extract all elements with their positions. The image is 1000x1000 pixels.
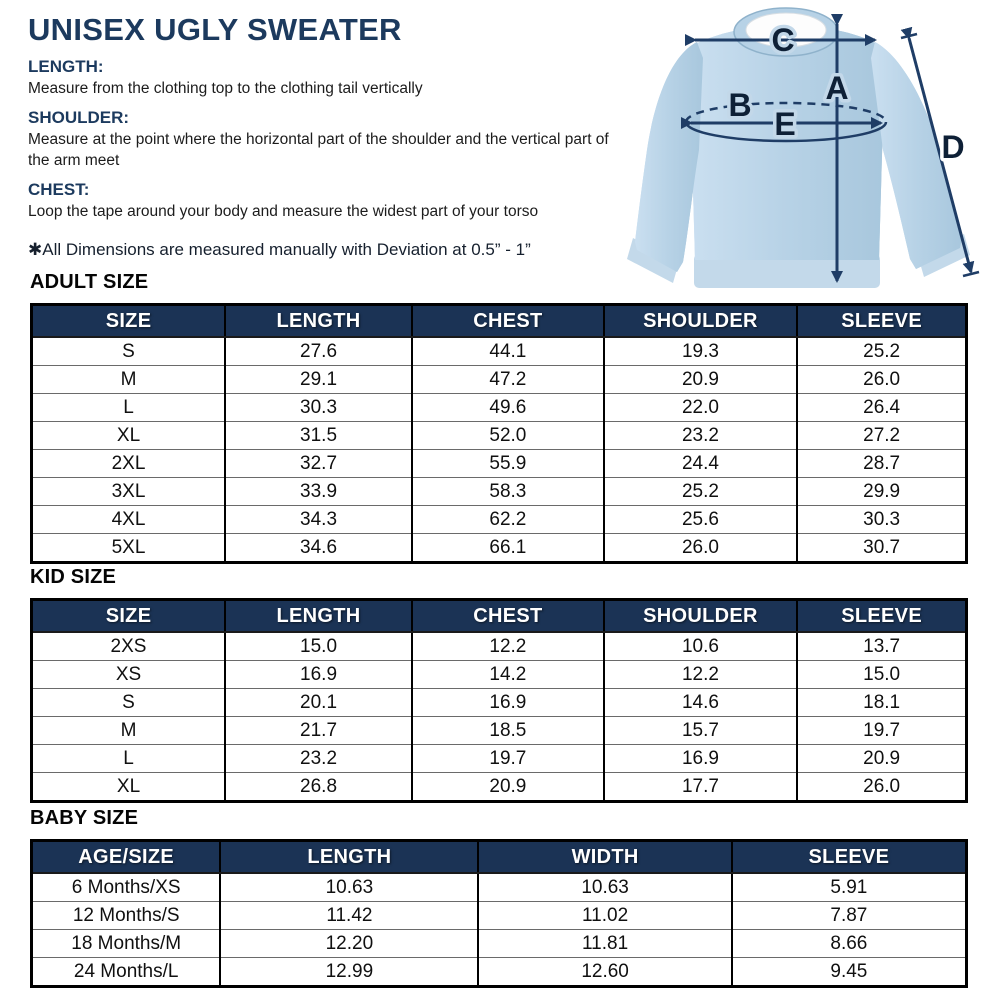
table-row <box>32 366 967 394</box>
table-cell: 55.9 <box>412 450 604 478</box>
column-header: SHOULDER <box>604 305 798 338</box>
table-cell: 25.2 <box>604 478 798 506</box>
table-cell: 10.63 <box>478 873 731 902</box>
column-header: SLEEVE <box>732 841 967 874</box>
table-cell: 3XL <box>32 478 226 506</box>
table-cell: 19.7 <box>797 717 966 745</box>
table-cell: 13.7 <box>797 632 966 661</box>
column-header: SLEEVE <box>797 305 966 338</box>
adult-size-table <box>30 303 968 564</box>
table-cell: 29.9 <box>797 478 966 506</box>
label-e: E <box>774 106 796 142</box>
table-cell: 4XL <box>32 506 226 534</box>
table-cell: 23.2 <box>604 422 798 450</box>
table-cell: 25.6 <box>604 506 798 534</box>
table-row <box>32 337 967 366</box>
table-cell: 47.2 <box>412 366 604 394</box>
table-cell: 32.7 <box>225 450 412 478</box>
table-cell: 30.3 <box>225 394 412 422</box>
table-cell: 27.2 <box>797 422 966 450</box>
table-cell: S <box>32 689 226 717</box>
table-cell: 33.9 <box>225 478 412 506</box>
kid-size-heading: KID SIZE <box>30 566 117 588</box>
table-row <box>32 689 967 717</box>
table-cell: 19.3 <box>604 337 798 366</box>
kid-size-table <box>30 598 968 803</box>
table-cell: 66.1 <box>412 534 604 563</box>
table-row <box>32 873 967 902</box>
table-cell: 11.81 <box>478 930 731 958</box>
table-cell: 12.60 <box>478 958 731 987</box>
d-bottom-tick <box>963 272 979 276</box>
table-cell: 29.1 <box>225 366 412 394</box>
table-cell: 20.1 <box>225 689 412 717</box>
table-cell: 12.99 <box>220 958 478 987</box>
table-cell: 22.0 <box>604 394 798 422</box>
table-cell: 24 Months/L <box>32 958 221 987</box>
table-cell: 26.0 <box>604 534 798 563</box>
table-cell: 26.4 <box>797 394 966 422</box>
baby-size-table <box>30 839 968 988</box>
table-cell: 28.7 <box>797 450 966 478</box>
adult-size-heading: ADULT SIZE <box>30 271 149 293</box>
table-cell: 5XL <box>32 534 226 563</box>
chest-text: Loop the tape around your body and measure the widest part of your torso <box>28 203 539 220</box>
column-header: LENGTH <box>225 305 412 338</box>
table-cell: 18.1 <box>797 689 966 717</box>
header-row <box>32 305 967 338</box>
table-cell: 21.7 <box>225 717 412 745</box>
table-cell: 30.3 <box>797 506 966 534</box>
table-cell: 10.63 <box>220 873 478 902</box>
table-cell: XL <box>32 773 226 802</box>
table-cell: 26.8 <box>225 773 412 802</box>
table-row <box>32 450 967 478</box>
table-cell: 34.6 <box>225 534 412 563</box>
table-row <box>32 902 967 930</box>
column-header: LENGTH <box>225 600 412 633</box>
table-row <box>32 930 967 958</box>
table-cell: 19.7 <box>412 745 604 773</box>
table-cell: 16.9 <box>225 661 412 689</box>
table-cell: 2XL <box>32 450 226 478</box>
table-cell: 26.0 <box>797 773 966 802</box>
label-d: D <box>941 129 965 165</box>
deviation-note: ✱All Dimensions are measured manually with Deviation at 0.5” - 1” <box>28 240 531 259</box>
table-cell: 12.20 <box>220 930 478 958</box>
chest-heading: CHEST: <box>28 180 90 199</box>
column-header: WIDTH <box>478 841 731 874</box>
table-cell: 52.0 <box>412 422 604 450</box>
table-cell: 11.42 <box>220 902 478 930</box>
table-cell: 20.9 <box>797 745 966 773</box>
table-cell: 17.7 <box>604 773 798 802</box>
column-header: LENGTH <box>220 841 478 874</box>
table-row <box>32 422 967 450</box>
column-header: CHEST <box>412 305 604 338</box>
table-row <box>32 394 967 422</box>
table-cell: 18 Months/M <box>32 930 221 958</box>
column-header: SIZE <box>32 305 226 338</box>
table-cell: XL <box>32 422 226 450</box>
table-cell: 10.6 <box>604 632 798 661</box>
sweater-diagram-icon <box>615 0 1000 300</box>
table-cell: 26.0 <box>797 366 966 394</box>
table-row <box>32 745 967 773</box>
length-text: Measure from the clothing top to the clothing tail vertically <box>28 80 423 97</box>
table-cell: 49.6 <box>412 394 604 422</box>
table-row <box>32 773 967 802</box>
length-heading: LENGTH: <box>28 57 104 76</box>
table-cell: S <box>32 337 226 366</box>
sweater-body-shape <box>627 8 970 288</box>
table-cell: L <box>32 394 226 422</box>
table-cell: 8.66 <box>732 930 967 958</box>
table-row <box>32 534 967 563</box>
table-row <box>32 478 967 506</box>
intro-section <box>28 12 628 261</box>
table-cell: 14.2 <box>412 661 604 689</box>
header-row <box>32 600 967 633</box>
table-cell: 12.2 <box>604 661 798 689</box>
table-cell: 15.0 <box>797 661 966 689</box>
shoulder-text: Measure at the point where the horizontal part of the shoulder and the vertical part of the arm meet <box>28 131 609 169</box>
table-cell: 9.45 <box>732 958 967 987</box>
table-cell: M <box>32 366 226 394</box>
table-cell: 18.5 <box>412 717 604 745</box>
table-cell: 15.7 <box>604 717 798 745</box>
table-cell: L <box>32 745 226 773</box>
table-cell: 5.91 <box>732 873 967 902</box>
table-cell: 34.3 <box>225 506 412 534</box>
baby-size-heading: BABY SIZE <box>30 807 139 829</box>
table-cell: 12 Months/S <box>32 902 221 930</box>
shoulder-instruction <box>28 107 628 171</box>
table-cell: 6 Months/XS <box>32 873 221 902</box>
table-cell: 62.2 <box>412 506 604 534</box>
table-row <box>32 717 967 745</box>
table-cell: 20.9 <box>412 773 604 802</box>
table-cell: 7.87 <box>732 902 967 930</box>
table-cell: 24.4 <box>604 450 798 478</box>
table-row <box>32 632 967 661</box>
column-header: SLEEVE <box>797 600 966 633</box>
header-row <box>32 841 967 874</box>
table-cell: 23.2 <box>225 745 412 773</box>
column-header: SHOULDER <box>604 600 798 633</box>
table-cell: 2XS <box>32 632 226 661</box>
table-cell: 58.3 <box>412 478 604 506</box>
table-row <box>32 506 967 534</box>
table-cell: 12.2 <box>412 632 604 661</box>
column-header: CHEST <box>412 600 604 633</box>
table-cell: 16.9 <box>604 745 798 773</box>
table-cell: 16.9 <box>412 689 604 717</box>
table-cell: 15.0 <box>225 632 412 661</box>
length-instruction <box>28 56 628 99</box>
table-cell: 44.1 <box>412 337 604 366</box>
table-cell: 20.9 <box>604 366 798 394</box>
shoulder-heading: SHOULDER: <box>28 108 130 127</box>
table-cell: 25.2 <box>797 337 966 366</box>
page-title: UNISEX UGLY SWEATER <box>28 12 402 47</box>
label-c: C <box>771 22 795 58</box>
table-cell: XS <box>32 661 226 689</box>
column-header: SIZE <box>32 600 226 633</box>
table-row <box>32 661 967 689</box>
chest-instruction <box>28 179 628 222</box>
table-row <box>32 958 967 987</box>
table-cell: 31.5 <box>225 422 412 450</box>
table-cell: 27.6 <box>225 337 412 366</box>
table-cell: 14.6 <box>604 689 798 717</box>
label-b: B <box>728 87 752 123</box>
d-top-tick <box>901 34 917 38</box>
column-header: AGE/SIZE <box>32 841 221 874</box>
label-a: A <box>825 70 849 106</box>
table-cell: M <box>32 717 226 745</box>
table-cell: 11.02 <box>478 902 731 930</box>
table-cell: 30.7 <box>797 534 966 563</box>
